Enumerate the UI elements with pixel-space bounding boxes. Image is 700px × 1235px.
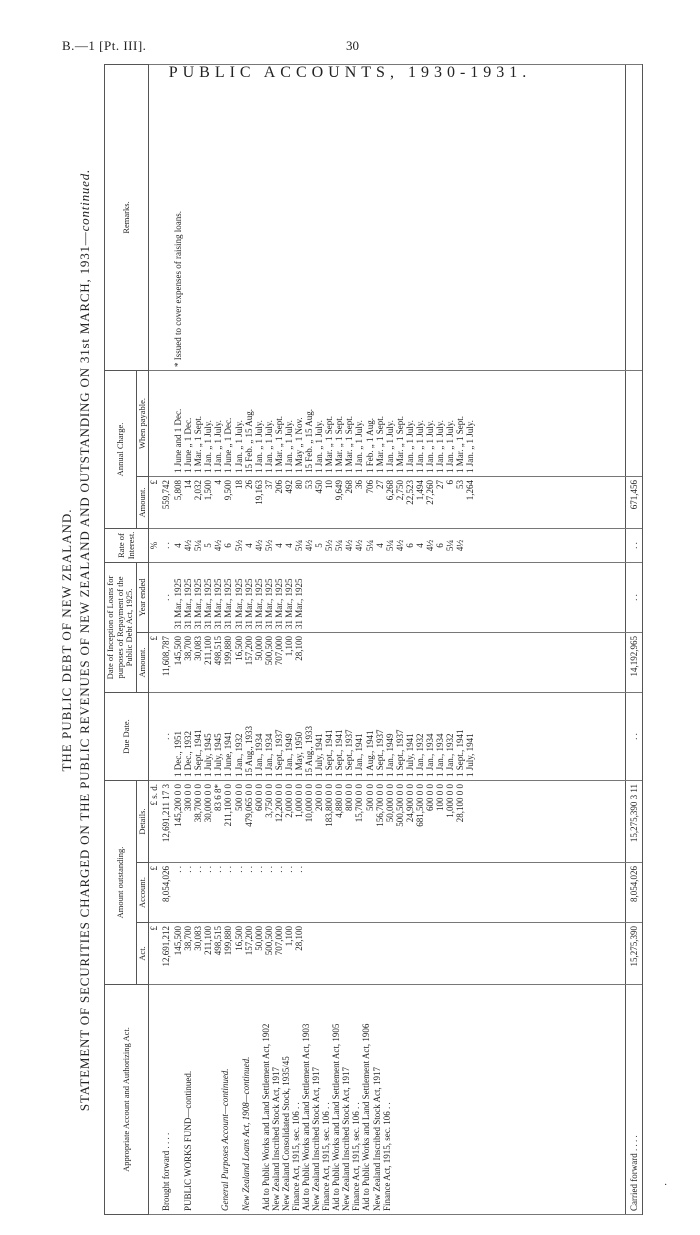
col-annual-charge: Annual Charge. [105, 370, 137, 528]
annual-charge-amount: 4 [213, 479, 224, 485]
inception-amount: 500,500 [263, 636, 274, 666]
cf-account: 8,054,026 [626, 863, 643, 923]
act-entry: New Zealand Inscribed Stock Act, 1917 [371, 1067, 382, 1211]
interest-rate: 4½ [394, 539, 405, 552]
when-payable: 1 Mar. „ 1 Sept. [455, 415, 466, 473]
when-payable: 1 Mar. „ 1 Sept. [193, 415, 204, 473]
detail-amount: 12,200 0 0 [273, 784, 284, 823]
currency-blank-when [149, 370, 162, 476]
interest-rate: 4 [273, 543, 284, 548]
detail-amount: 600 0 0 [425, 784, 436, 811]
interest-rate: 5¼ [193, 539, 204, 552]
details-column [173, 781, 626, 863]
interest-rate: 5¼ [445, 539, 456, 552]
inception-amount: 498,515 [213, 636, 224, 666]
act-amount: 199,880 [223, 926, 234, 956]
interest-rate: 4 [374, 543, 385, 548]
interest-rate: 6 [435, 543, 446, 548]
detail-amount: 800 0 0 [344, 784, 355, 811]
cf-rate: . . [626, 528, 643, 562]
interest-rate: 4½ [213, 539, 224, 552]
cf-inc-amount: 14,192,965 [626, 633, 643, 693]
detail-amount: 156,700 0 0 [374, 784, 385, 827]
detail-amount: 500 0 0 [233, 784, 244, 811]
due-date: 1 Sept., 1941 [334, 729, 345, 777]
due-date: 1 June, 1941 [223, 731, 234, 777]
annual-charge-amount: 2,032 [193, 479, 204, 501]
interest-rate: 4 [283, 543, 294, 548]
act-amount: 1,100 [283, 926, 294, 947]
act-amount: 16,500 [233, 926, 244, 951]
due-date: 1 Sept., 1937 [374, 729, 385, 777]
when-payable: 1 Jan. „ 1 July. [435, 420, 446, 473]
detail-amount: 300 0 0 [183, 784, 194, 811]
inception-year: 31 Mar., 1925 [213, 578, 224, 629]
act-amount: 38,700 [183, 926, 194, 951]
annual-amount-column [173, 476, 626, 528]
account-value: . . [233, 866, 244, 873]
account-value: . . [273, 866, 284, 873]
annual-charge-amount: 206 [273, 479, 284, 494]
detail-amount: 30,000 0 0 [203, 784, 214, 823]
due-date: 1 Jan., 1934 [253, 733, 264, 777]
bf-inc-year: . . [161, 562, 173, 632]
due-date: 1 Jan., 1949 [283, 733, 294, 777]
due-date: 1 Jan., 1932 [414, 733, 425, 777]
interest-rate: 5 [203, 543, 214, 548]
detail-amount: 10,000 0 0 [304, 784, 315, 823]
due-date: 1 Aug., 1941 [364, 730, 375, 777]
annual-charge-amount: 268 [344, 479, 355, 494]
when-payable: 1 Jan. „ 1 July. [465, 420, 476, 473]
bf-details: 12,691,211 17 3 [161, 781, 173, 863]
annual-charge-amount: 706 [364, 479, 375, 494]
account-value: . . [213, 866, 224, 873]
when-payable: 1 June and 1 Dec. [173, 408, 184, 473]
detail-amount: 4,880 0 0 [334, 784, 345, 818]
act-entry: New Zealand Consolidated Stock, 1935/45 [280, 1056, 291, 1211]
inception-amount: 38,700 [183, 636, 194, 661]
due-date: 15 Aug., 1933 [243, 725, 254, 777]
when-payable: 1 Jan. „ 1 July. [414, 420, 425, 473]
act-amount: 30,083 [193, 926, 204, 951]
annual-charge-amount: 37 [263, 479, 274, 489]
col-due-date: Due Date. [105, 693, 149, 781]
table-subtitle-continued: continued. [77, 168, 92, 232]
detail-amount: 38,700 0 0 [193, 784, 204, 823]
col-inc-amount: Amount. [136, 633, 149, 693]
rotated-table-area [59, 65, 640, 1215]
inception-amount: 211,100 [203, 636, 214, 665]
securities-table [104, 64, 643, 1215]
annual-charge-amount: 27,260 [425, 479, 436, 505]
detail-amount: 200 0 0 [314, 784, 325, 811]
act-amounts-column [173, 923, 626, 985]
inception-amount: 145,500 [173, 636, 184, 666]
when-payable: 1 Feb. „ 1 Aug. [364, 417, 375, 473]
currency-blank [149, 985, 162, 1215]
page-number: 30 [346, 38, 359, 53]
rate-column [173, 528, 626, 562]
act-amount: 211,100 [203, 926, 214, 955]
interest-rate: 4½ [425, 539, 436, 552]
account-value: . . [263, 866, 274, 873]
when-payable: 1 June „ 1 Dec. [183, 417, 194, 473]
when-payable: 1 Jan. „ 1 July. [354, 420, 365, 473]
col-amount-outstanding: Amount outstanding. [105, 781, 137, 985]
when-payable: 1 Jan. „ 1 July. [283, 420, 294, 473]
currency-account: £ [149, 863, 162, 923]
when-payable: 1 Jan. „ 1 July. [314, 420, 325, 473]
col-ac-when: When payable. [136, 370, 149, 476]
due-date: 15 Aug., 1933 [304, 725, 315, 777]
act-entry: Finance Act, 1915, sec. 106 . . [321, 1102, 332, 1211]
when-payable: 1 Jan. „ 1 July. [203, 420, 214, 473]
annual-charge-amount: 9,649 [334, 479, 345, 501]
table-title: THE PUBLIC DEBT OF NEW ZEALAND. [59, 508, 74, 772]
inception-amount-column [173, 633, 626, 693]
act-entry: New Zealand Inscribed Stock Act, 1917 [270, 1067, 281, 1211]
annual-charge-amount: 80 [294, 479, 304, 489]
account-value: . . [193, 866, 204, 873]
interest-rate: 4 [173, 543, 184, 548]
interest-rate: 5¼ [334, 539, 345, 552]
when-payable: 1 Jan. „ 1 July. [384, 420, 395, 473]
interest-rate: 4 [414, 543, 425, 548]
cf-ac-amount: 671,456 [626, 476, 643, 528]
detail-amount: 83 6 8* [213, 784, 224, 811]
account-value: . . [294, 866, 304, 873]
detail-amount: 2,000 0 0 [283, 784, 294, 818]
detail-amount: 500 0 0 [364, 784, 375, 811]
annual-charge-amount: 9,500 [223, 479, 234, 501]
inception-year: 31 Mar., 1925 [173, 578, 184, 629]
due-date-column [173, 693, 626, 781]
margin-mark: · [664, 1180, 668, 1191]
inception-year: 31 Mar., 1925 [243, 578, 254, 629]
detail-amount: 1,000 0 0 [445, 784, 456, 818]
section-fund: PUBLIC WORKS FUND—continued. [183, 1070, 194, 1211]
inception-year: 31 Mar., 1925 [253, 578, 264, 629]
cf-due: . . [626, 693, 643, 781]
annual-charge-amount: 14 [183, 479, 194, 489]
when-payable: 1 Mar. „ 1 Sept. [394, 415, 405, 473]
inception-year: 31 Mar., 1925 [223, 578, 234, 629]
interest-rate: 4½ [304, 539, 315, 552]
annual-charge-amount: 26 [243, 479, 254, 489]
currency-blank-year [149, 562, 162, 632]
detail-amount: 15,700 0 0 [354, 784, 365, 823]
inception-year: 31 Mar., 1925 [283, 578, 294, 629]
when-payable: 1 Jan. „ 1 July. [404, 420, 415, 473]
detail-amount: 100 0 0 [435, 784, 446, 811]
act-amount: 50,000 [253, 926, 264, 951]
inception-year: 31 Mar., 1925 [294, 578, 304, 629]
act-entry: Finance Act, 1915, sec. 106 . . [290, 1102, 301, 1211]
interest-rate: 5¼ [364, 539, 375, 552]
bf-account: 8,054,026 [161, 863, 173, 923]
currency-inc-amount: £ [149, 633, 162, 693]
annual-charge-amount: 53 [455, 479, 466, 489]
bf-inc-amount: 11,608,787 [161, 633, 173, 693]
due-date: 1 July, 1945 [203, 733, 214, 777]
when-payable: 1 Jan. „ 1 July. [233, 420, 244, 473]
account-value: . . [253, 866, 264, 873]
annual-charge-amount: 18 [233, 479, 244, 489]
page-title: PUBLIC ACCOUNTS, 1930-1931. [168, 64, 532, 81]
annual-charge-amount: 53 [304, 479, 315, 489]
col-remarks: Remarks. [105, 64, 149, 370]
interest-rate: 5½ [263, 539, 274, 552]
inception-year: 31 Mar., 1925 [263, 578, 274, 629]
due-date: 1 Dec., 1932 [183, 731, 194, 777]
annual-charge-amount: 492 [283, 479, 294, 494]
act-amount: 157,200 [243, 926, 254, 956]
annual-charge-amount: 19,163 [253, 479, 264, 505]
detail-amount: 183,800 0 0 [324, 784, 335, 827]
when-payable: 1 Mar. „ 1 Sept. [374, 415, 385, 473]
annual-charge-amount: 22,523 [404, 479, 415, 505]
carried-forward-label: Carried forward . . . . [626, 985, 643, 1215]
annual-charge-amount: 1,494 [414, 479, 425, 501]
due-date: 1 Sept., 1941 [193, 729, 204, 777]
annual-charge-amount: 5,808 [173, 479, 184, 501]
act-amount: 498,515 [213, 926, 224, 956]
currency-blank-due [149, 693, 162, 781]
detail-amount: 50,000 0 0 [384, 784, 395, 823]
detail-amount: 500,500 0 0 [394, 784, 405, 827]
annual-charge-amount: 10 [324, 479, 335, 489]
due-date: 1 Sept., 1937 [344, 729, 355, 777]
cf-remarks [626, 64, 643, 370]
bf-act: 12,691,212 [161, 923, 173, 985]
annual-charge-amount: 2,750 [394, 479, 405, 501]
detail-amount: 479,065 0 0 [243, 784, 254, 827]
due-date: 1 May, 1950 [294, 731, 304, 777]
section-gpa: General Purposes Account—continued. [220, 1068, 231, 1211]
cf-when [626, 370, 643, 476]
cf-details: 15,275,390 3 11 [626, 781, 643, 863]
due-date: 1 July, 1945 [213, 733, 224, 777]
inception-amount: 50,000 [253, 636, 264, 661]
due-date: 1 Jan., 1934 [425, 733, 436, 777]
interest-rate: 5¼ [384, 539, 395, 552]
interest-rate: 4½ [455, 539, 466, 552]
act-entry: Finance Act, 1915, sec. 106 . . [351, 1102, 362, 1211]
when-payable: 1 Jan. „ 1 July. [445, 420, 456, 473]
inception-amount: 30,083 [193, 636, 204, 661]
detail-amount: 681,500 0 0 [414, 784, 425, 827]
when-payable: 15 Feb. „ 15 Aug. [304, 408, 315, 473]
bf-when [161, 370, 173, 476]
annual-charge-amount: 27 [374, 479, 385, 489]
interest-rate: 5¼ [294, 539, 304, 552]
act-entry: Finance Act, 1915, sec. 106 . . [381, 1102, 392, 1211]
detail-amount: 211,100 0 0 [223, 784, 234, 827]
inception-year: 31 Mar., 1925 [273, 578, 284, 629]
inception-amount: 16,500 [233, 636, 244, 661]
when-payable: 1 Jan. „ 1 July. [425, 420, 436, 473]
act-entry: Aid to Public Works and Land Settlement Act, 1902 [260, 1023, 271, 1211]
due-date: 1 Sept., 1937 [273, 729, 284, 777]
annual-charge-amount: 1,500 [203, 479, 214, 501]
due-date: 1 Jan., 1949 [384, 733, 395, 777]
interest-rate: 4½ [354, 539, 365, 552]
inception-year: 31 Mar., 1925 [233, 578, 244, 629]
inception-amount: 707,000 [273, 636, 284, 666]
due-date: 1 Jan., 1932 [233, 733, 244, 777]
currency-act: £ [149, 923, 162, 985]
section-nzla: New Zealand Loans Act, 1908—continued. [240, 1056, 251, 1211]
detail-amount: 1,000 0 0 [294, 784, 304, 818]
due-date: 1 July, 1941 [314, 733, 325, 777]
act-entry: Aid to Public Works and Land Settlement Act, 1905 [331, 1023, 342, 1211]
inception-year: 31 Mar., 1925 [203, 578, 214, 629]
annual-charge-amount: 450 [314, 479, 325, 494]
due-date: 1 Sept., 1941 [324, 729, 335, 777]
detail-amount: 3,750 0 0 [263, 784, 274, 818]
annual-charge-amount: 1,264 [465, 479, 476, 501]
act-amount: 707,000 [273, 926, 284, 956]
bf-ac-amount: 559,742 [161, 476, 173, 528]
interest-rate: 4½ [183, 539, 194, 552]
account-value: . . [283, 866, 294, 873]
when-payable-column [173, 370, 626, 476]
account-value: . . [183, 866, 194, 873]
col-inc-year: Year ended [136, 562, 149, 632]
when-payable: 1 Mar. „ 1 Sept. [334, 415, 345, 473]
annual-charge-amount: 6 [445, 479, 456, 485]
due-date: 1 Sept., 1941 [455, 729, 466, 777]
acts-list [261, 988, 392, 1211]
inception-amount: 157,200 [243, 636, 254, 666]
act-entry: New Zealand Inscribed Stock Act, 1917 [311, 1067, 322, 1211]
acts-column [173, 985, 626, 1215]
due-date: 1 Jan., 1932 [445, 733, 456, 777]
remarks-note: * Issued to cover expenses of raising loans. [173, 64, 626, 370]
col-act: Appropriate Account and Authorizing Act. [105, 985, 149, 1215]
when-payable: 1 Jan. „ 1 July. [213, 420, 224, 473]
interest-rate: 6 [404, 543, 415, 548]
detail-amount: 28,100 0 0 [455, 784, 466, 823]
annual-charge-amount: 6,268 [384, 479, 395, 501]
account-value: . . [173, 866, 184, 873]
inception-amount: 1,100 [283, 636, 294, 657]
act-amount: 500,500 [263, 926, 274, 956]
act-entry: Aid to Public Works and Land Settlement Act, 1906 [361, 1023, 372, 1211]
inception-amount: 199,880 [223, 636, 234, 666]
due-date: 1 Dec., 1951 [173, 731, 184, 777]
col-account: Account. [136, 863, 149, 923]
bf-due: . . [161, 693, 173, 781]
col-per-act: Act. [136, 923, 149, 985]
inception-year: 31 Mar., 1925 [193, 578, 204, 629]
when-payable: 1 June „ 1 Dec. [223, 417, 234, 473]
account-column [173, 863, 626, 923]
when-payable: 15 Feb. „ 15 Aug. [243, 408, 254, 473]
account-value: . . [223, 866, 234, 873]
detail-amount: 600 0 0 [253, 784, 264, 811]
document-code: B.—1 [Pt. III]. [62, 38, 147, 53]
table-subtitle [78, 65, 93, 1215]
table-subtitle-text: STATEMENT OF SECURITIES CHARGED ON THE PUBLIC REVENUES OF NEW ZEALAND AND OUTSTANDING ON 31st MARCH, 1931— [77, 231, 92, 1112]
due-date: 1 Jan., 1941 [354, 733, 365, 777]
col-inception: Date of Inception of Loans for purposes of Repayment of the Public Debt Act, 1925. [105, 562, 137, 692]
interest-rate: 6 [223, 543, 234, 548]
inception-year: 31 Mar., 1925 [183, 578, 194, 629]
col-details: Details. [136, 781, 149, 863]
due-date: 1 Jan., 1934 [435, 733, 446, 777]
detail-amount: 145,200 0 0 [173, 784, 184, 827]
currency-ac-amount: £ [149, 476, 162, 528]
interest-rate: 5½ [233, 539, 244, 552]
interest-rate: 4 [243, 543, 254, 548]
currency-details: £ s. d. [149, 781, 162, 863]
act-amount: 28,100 [294, 926, 304, 951]
col-ac-amount: Amount. [136, 476, 149, 528]
currency-rate: % [149, 528, 162, 562]
detail-amount: 24,900 0 0 [404, 784, 415, 823]
account-value: . . [243, 866, 254, 873]
account-value: . . [203, 866, 214, 873]
act-entry: New Zealand Inscribed Stock Act, 1917 [341, 1067, 352, 1211]
due-date: 1 Jan., 1934 [263, 733, 274, 777]
inception-year-column [173, 562, 626, 632]
when-payable: 1 Jan. „ 1 July. [253, 420, 264, 473]
interest-rate: 5 [314, 543, 325, 548]
due-date: 1 Sept., 1937 [394, 729, 405, 777]
when-payable: 1 Mar. „ 1 Sept. [273, 415, 284, 473]
act-amount: 145,500 [173, 926, 184, 956]
currency-blank-remarks [149, 64, 162, 370]
interest-rate: 4½ [344, 539, 355, 552]
col-rate: Rate of Interest. [105, 528, 149, 562]
when-payable: 1 May „ 1 Nov. [294, 417, 304, 473]
when-payable: 1 Jan. „ 1 July. [263, 420, 274, 473]
interest-rate: 5½ [324, 539, 335, 552]
interest-rate: 4½ [253, 539, 264, 552]
due-date: 1 July, 1941 [404, 733, 415, 777]
due-date: 1 July, 1941 [465, 733, 476, 777]
cf-inc-year: . . [626, 562, 643, 632]
annual-charge-amount: 27 [435, 479, 446, 489]
when-payable: 1 Mar. „ 1 Sept. [324, 415, 335, 473]
brought-forward-label: Brought forward . . . . [161, 985, 173, 1215]
bf-remarks [161, 64, 173, 370]
annual-charge-amount: 36 [354, 479, 365, 489]
cf-act: 15,275,390 [626, 923, 643, 985]
act-entry: Aid to Public Works and Land Settlement Act, 1903 [301, 1023, 311, 1211]
inception-amount: 28,100 [294, 636, 304, 661]
bf-rate: . . [161, 528, 173, 562]
when-payable: 1 Mar. „ 1 Sept. [344, 415, 355, 473]
